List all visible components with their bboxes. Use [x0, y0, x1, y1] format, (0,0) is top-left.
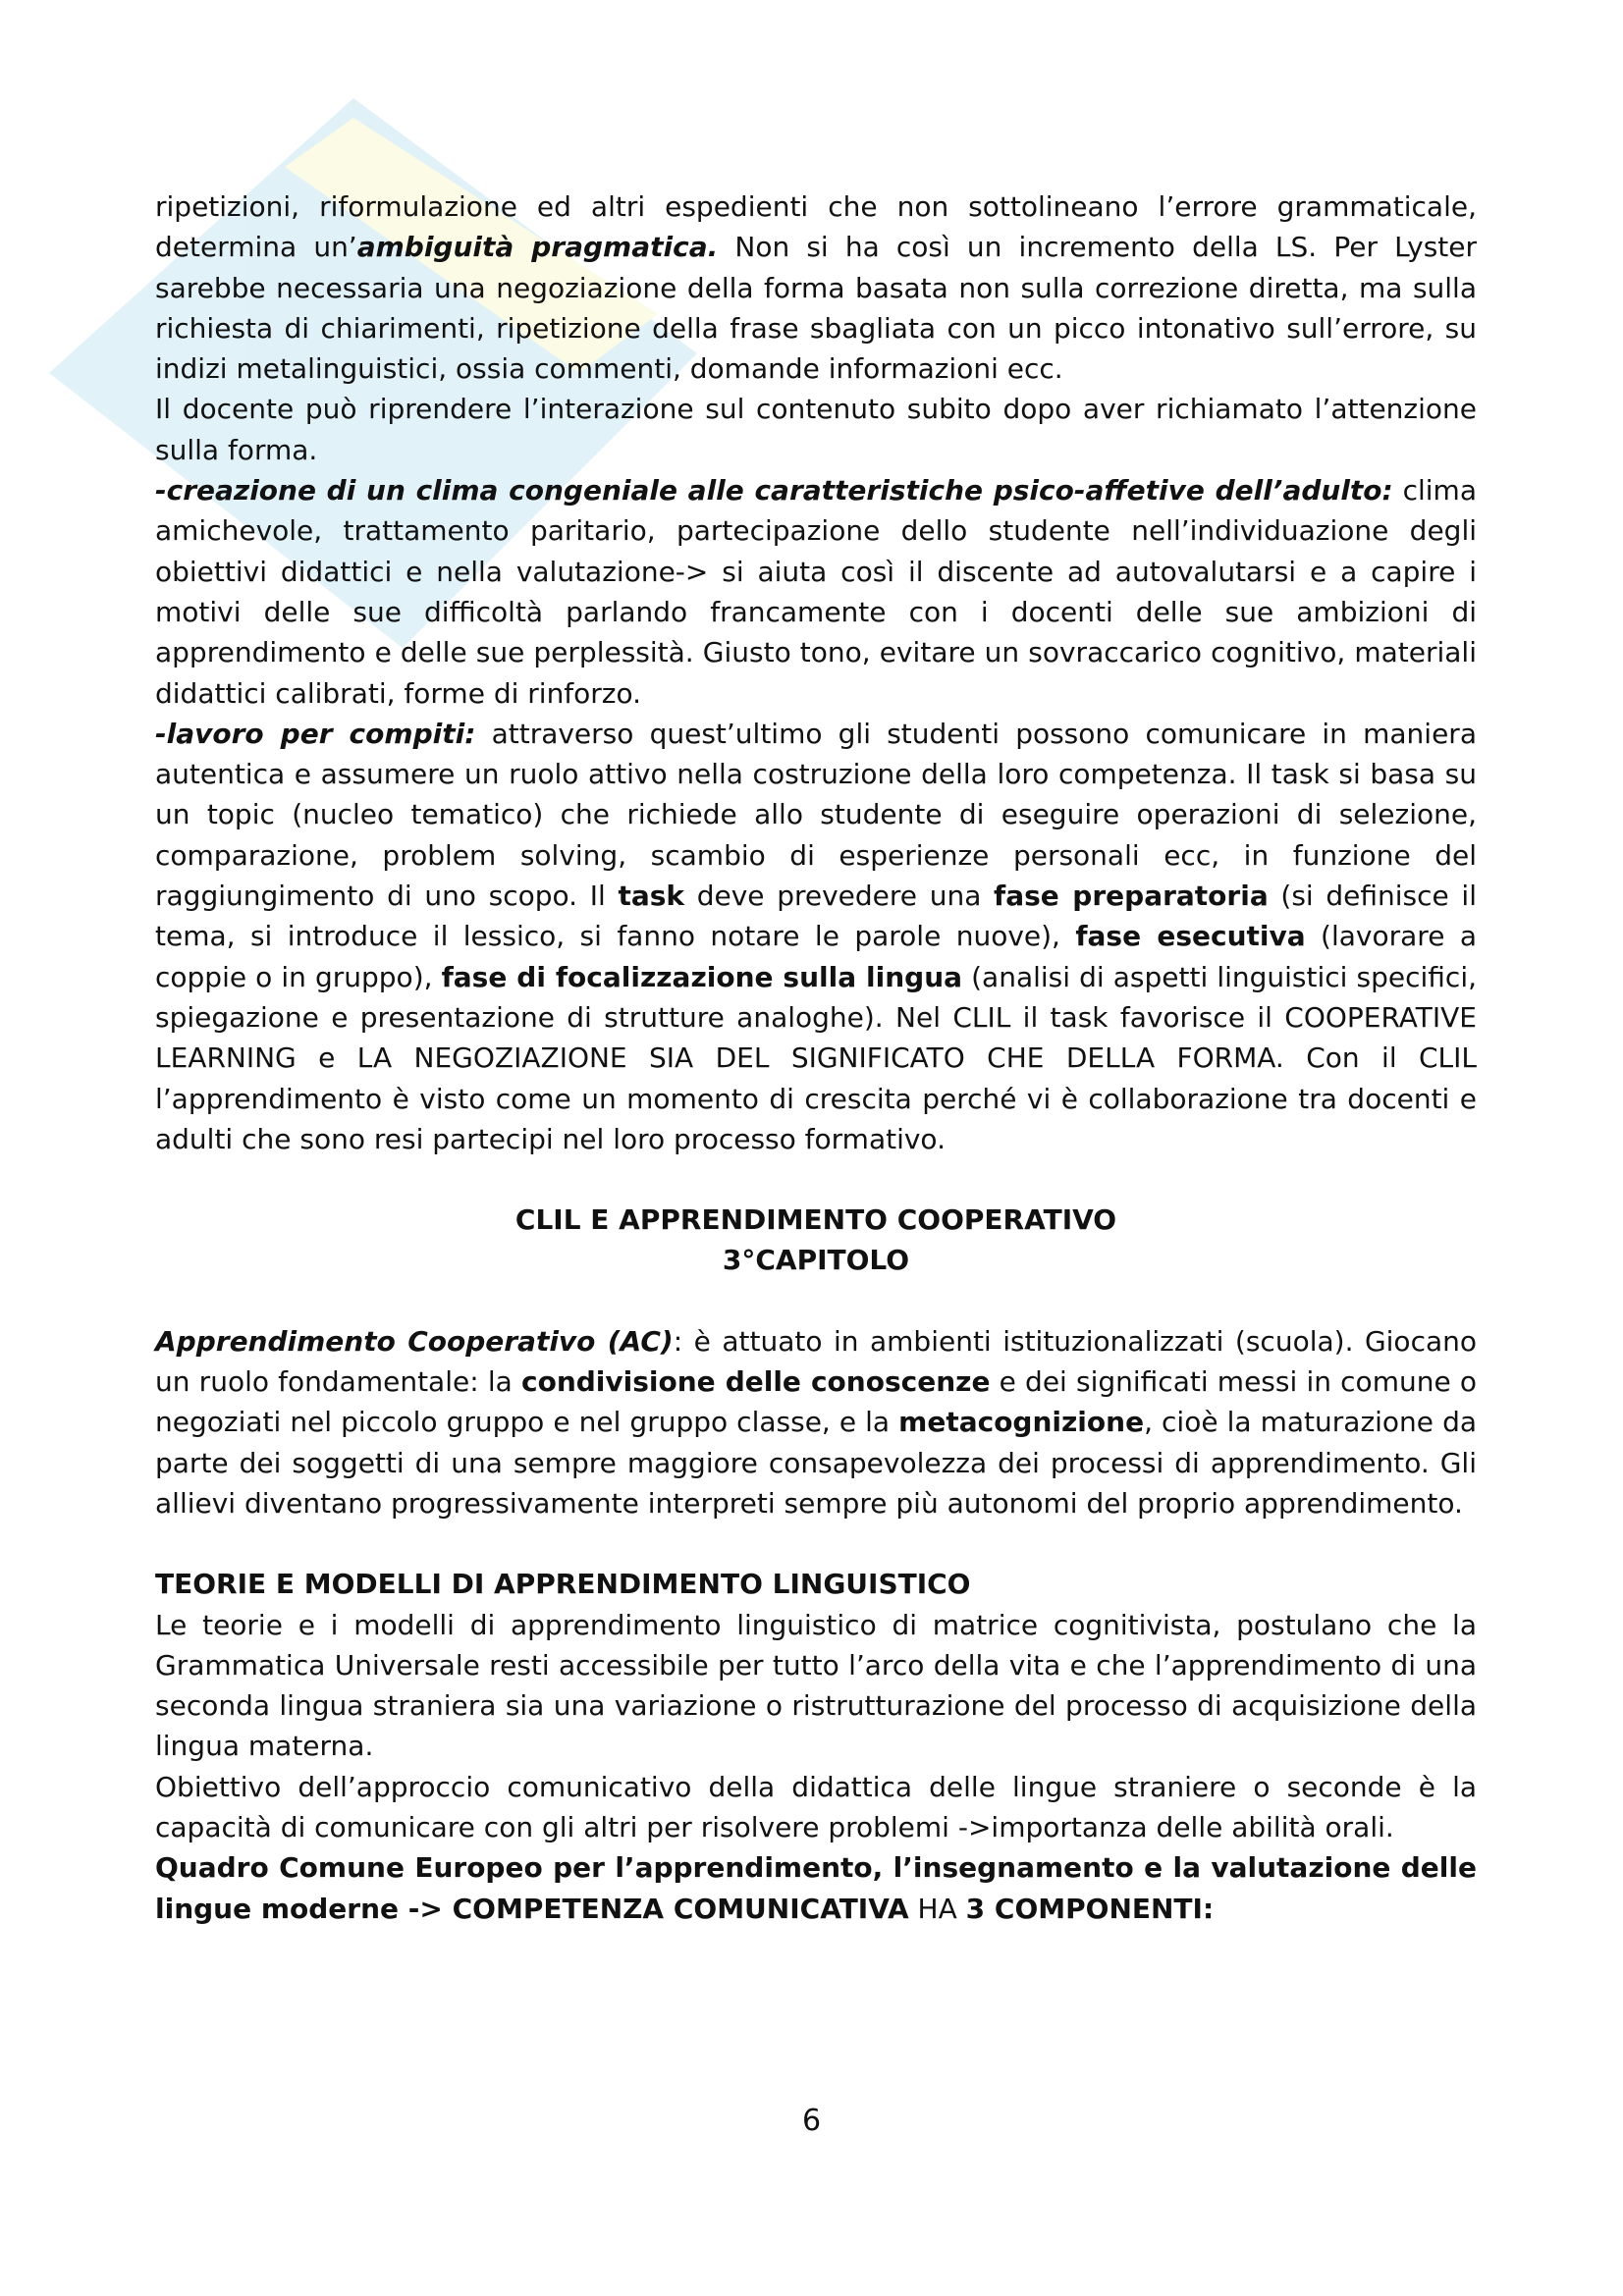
text-run: 3 COMPONENTI: [965, 1892, 1215, 1925]
text-run: deve prevedere una [684, 880, 995, 913]
text-run: ripetizioni, riformulazione ed altri espedienti che non sottolineano l’errore grammaticale, determina un’ [155, 190, 1477, 264]
text-run: (si definisce il tema, si introduce il lessico, si fanno notare le parole nuove), [155, 880, 1477, 953]
paragraph-obiettivo [155, 1767, 1477, 1848]
section-title: CLIL E APPRENDIMENTO COOPERATIVO [514, 1203, 1117, 1237]
paragraph-feedback [155, 187, 1477, 389]
document-page [155, 187, 1477, 1929]
text-run: Quadro Comune Europeo per l’apprendimento, l’insegnamento e la valutazione delle lingue moderne -> COMPETENZA COMUNICATIVA [155, 1851, 1477, 1925]
text-run: fase di focalizzazione sulla lingua [441, 960, 963, 993]
text-run: ambiguità pragmatica. [356, 231, 719, 264]
paragraph-interaction [155, 389, 1477, 470]
spacer [155, 1281, 1477, 1321]
text-run: -creazione di un clima congeniale alle caratteristiche psico-affetive dell’adulto: [155, 474, 1393, 507]
text-run: metacognizione [898, 1406, 1145, 1439]
spacer [155, 1159, 1477, 1200]
text-run: Le teorie e i modelli di apprendimento linguistico di matrice cognitivista, postulano che la Grammatica Universale resti accessibile per tutto l’arco della vita e che l’apprendimento di una seconda lingua straniera sia una variazione o ristrutturazione del processo di acquisizione della lingua materna. [155, 1608, 1477, 1763]
section-heading-teorie: TEORIE E MODELLI DI APPRENDIMENTO LINGUISTICO [155, 1568, 971, 1601]
text-run: Apprendimento Cooperativo (AC) [155, 1324, 674, 1358]
text-run: clima amichevole, trattamento paritario, partecipazione dello studente nell’individuazione degli obiettivi didattici e nella valutazione-> si aiuta così il discente ad autovalutarsi e a capire i motivi delle sue difficoltà parlando francamente con i docenti delle sue ambizioni di apprendimento e delle sue perplessità. Giusto tono, evitare un sovraccarico cognitivo, materiali didattici calibrati, forme di rinforzo. [155, 474, 1477, 710]
text-run: , cioè la maturazione da parte dei soggetti di una sempre maggiore consapevolezza dei processi di apprendimento. Gli allievi diventano progressivamente interpreti sempre più autonomi del proprio apprendimento. [155, 1406, 1478, 1520]
paragraph-clima [155, 470, 1477, 714]
paragraph-quadro-comune [155, 1847, 1477, 1929]
text-run: : è attuato in ambienti istituzionalizzati (scuola). Giocano un ruolo fondamentale: la [155, 1324, 1477, 1399]
page-number: 6 [801, 2104, 822, 2138]
text-run: condivisione delle conoscenze [520, 1365, 991, 1399]
text-run: (analisi di aspetti linguistici specifici, spiegazione e presentazione di strutture analoghe). Nel CLIL il task favorisce il COOPERATIVE LEARNING e LA NEGOZIAZIONE SIA DEL SIGNIFICATO CHE DELLA FORMA. Con il CLIL l’apprendimento è visto come un momento di crescita perché vi è collaborazione tra docenti e adulti che sono resi partecipi nel loro processo formativo. [155, 960, 1478, 1155]
text-run: fase esecutiva [1075, 920, 1306, 953]
text-run: task [618, 880, 685, 913]
text-run: Non si ha così un incremento della LS. Per Lyster sarebbe necessaria una negoziazione della forma basata non sulla correzione diretta, ma sulla richiesta di chiarimenti, ripetizione della frase sbagliata con un picco intonativo sull’errore, su indizi metalinguistici, ossia commenti, domande informazioni ecc. [155, 231, 1477, 386]
spacer [155, 1523, 1477, 1564]
paragraph-task [155, 714, 1477, 1159]
text-run: fase preparatoria [994, 880, 1269, 913]
paragraph-apprendimento-cooperativo [155, 1321, 1477, 1523]
paragraph-teorie [155, 1605, 1477, 1767]
text-run: Obiettivo dell’approccio comunicativo della didattica delle lingue straniere o seconde è la capacità di comunicare con gli altri per risolvere problemi ->importanza delle abilità orali. [155, 1770, 1477, 1843]
text-run: (lavorare a coppie o in gruppo), [155, 920, 1477, 993]
chapter-label: 3°CAPITOLO [722, 1244, 910, 1277]
text-run: attraverso quest’ultimo gli studenti possono comunicare in maniera autentica e assumere un ruolo attivo nella costruzione della loro competenza. Il task si basa su un topic (nucleo tematico) che richiede allo studente di eseguire operazioni di selezione, comparazione, problem solving, scambio di esperienze personali ecc, in funzione del raggiungimento di uno scopo. Il [155, 717, 1477, 913]
text-run: Il docente può riprendere l’interazione sul contenuto subito dopo aver richiamato l’attenzione sulla forma. [155, 393, 1477, 466]
text-run: -lavoro per compiti: [155, 717, 476, 750]
text-run: HA [908, 1892, 966, 1925]
text-run: e dei significati messi in comune o negoziati nel piccolo gruppo e nel gruppo classe, e la [155, 1365, 1478, 1439]
